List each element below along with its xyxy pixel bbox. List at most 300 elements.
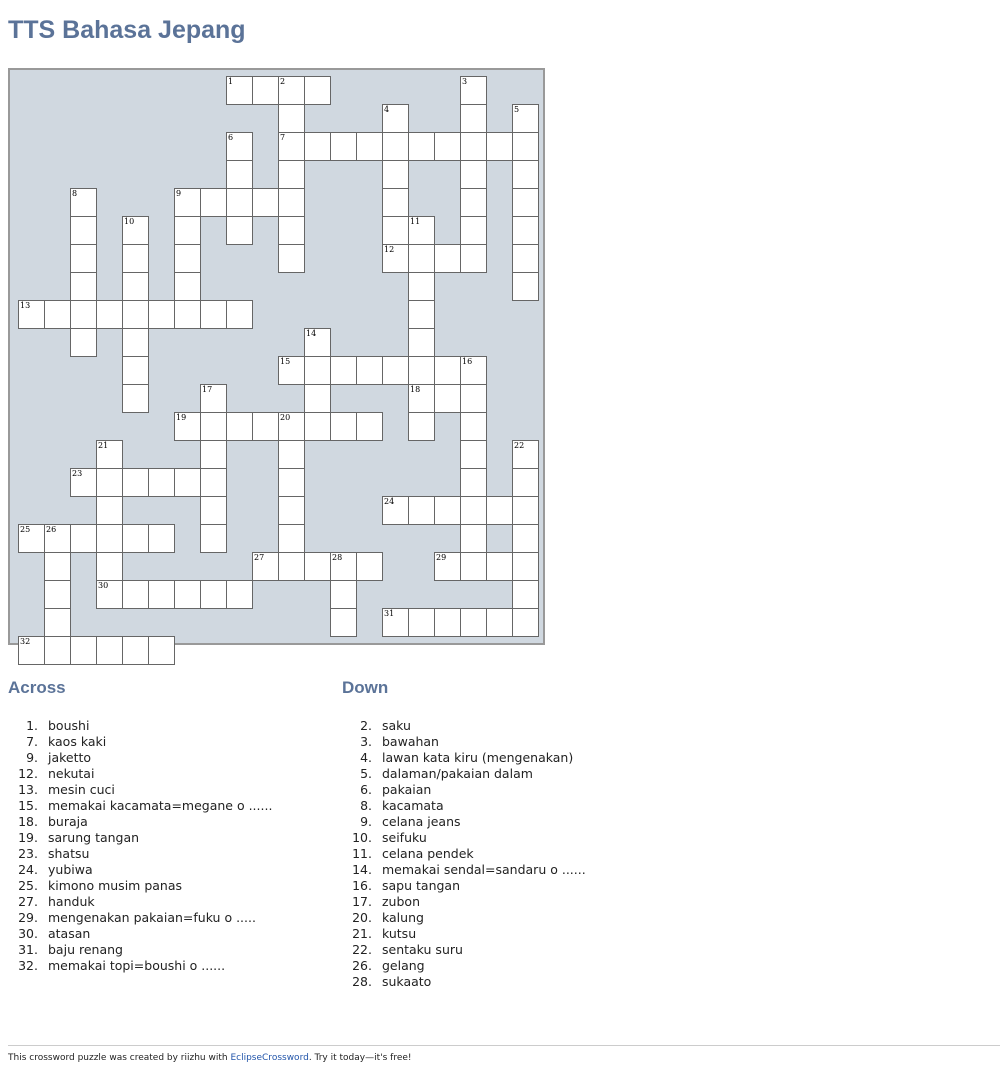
grid-cell[interactable]: [174, 216, 201, 245]
clue-item-text: kimono musim panas: [48, 878, 183, 893]
clue-number: 16: [462, 357, 473, 366]
clue-item-number: 10.: [352, 830, 372, 845]
grid-cell[interactable]: [278, 132, 305, 161]
clue-item-number: 4.: [360, 750, 372, 765]
grid-cell[interactable]: [408, 356, 435, 385]
grid-cell[interactable]: [96, 552, 123, 581]
grid-cell[interactable]: [460, 496, 487, 525]
grid-cell[interactable]: [408, 216, 435, 245]
clue-item-number: 26.: [352, 958, 372, 973]
clue-number: 21: [98, 441, 109, 450]
grid-cell[interactable]: [460, 216, 487, 245]
grid-cell[interactable]: [512, 244, 539, 273]
across-heading: Across: [8, 678, 66, 697]
grid-cell[interactable]: [356, 356, 383, 385]
clue-item-text: atasan: [48, 926, 91, 941]
grid-cell[interactable]: [486, 132, 513, 161]
clue-item-number: 21.: [352, 926, 372, 941]
clue-item: [8, 766, 272, 782]
grid-cell[interactable]: [278, 412, 305, 441]
grid-cell[interactable]: [200, 440, 227, 469]
clue-item-text: yubiwa: [48, 862, 93, 877]
clue-item-text: kacamata: [382, 798, 444, 813]
clue-number: 18: [410, 385, 421, 394]
grid-cell[interactable]: [226, 188, 253, 217]
grid-cell[interactable]: [278, 216, 305, 245]
grid-cell[interactable]: [460, 524, 487, 553]
grid-cell[interactable]: [460, 552, 487, 581]
clue-item: [8, 750, 272, 766]
grid-cell[interactable]: [486, 496, 513, 525]
clue-item-text: seifuku: [382, 830, 427, 845]
clue-item: [8, 894, 272, 910]
grid-cell[interactable]: [460, 356, 487, 385]
grid-cell[interactable]: [174, 244, 201, 273]
clue-number: 27: [254, 553, 265, 562]
clue-item: [342, 974, 586, 990]
grid-cell[interactable]: [174, 468, 201, 497]
clue-number: 15: [280, 357, 291, 366]
grid-cell[interactable]: [512, 552, 539, 581]
grid-cell[interactable]: [330, 356, 357, 385]
clue-item: [8, 958, 272, 974]
clue-item-number: 24.: [18, 862, 38, 877]
grid-cell[interactable]: [356, 412, 383, 441]
grid-cell[interactable]: [44, 580, 71, 609]
grid-cell[interactable]: [460, 76, 487, 105]
clue-item-text: zubon: [382, 894, 420, 909]
clue-number: 6: [228, 133, 234, 142]
grid-cell[interactable]: [356, 552, 383, 581]
grid-cell[interactable]: [70, 300, 97, 329]
grid-cell[interactable]: [330, 608, 357, 637]
grid-cell[interactable]: [226, 76, 253, 105]
clue-item-text: sapu tangan: [382, 878, 461, 893]
clue-item-number: 23.: [18, 846, 38, 861]
clue-number: 4: [384, 105, 390, 114]
grid-cell[interactable]: [278, 440, 305, 469]
grid-cell[interactable]: [460, 132, 487, 161]
grid-cell[interactable]: [174, 580, 201, 609]
clue-item: [342, 846, 586, 862]
footer-prefix: This crossword puzzle was created by riizhu with: [8, 1053, 231, 1063]
clue-number: 32: [20, 637, 31, 646]
grid-cell[interactable]: [512, 132, 539, 161]
grid-cell[interactable]: [122, 328, 149, 357]
grid-cell[interactable]: [408, 384, 435, 413]
clue-item-number: 27.: [18, 894, 38, 909]
grid-cell[interactable]: [70, 216, 97, 245]
clue-number: 26: [46, 525, 57, 534]
clue-item: [8, 942, 272, 958]
clue-item-number: 28.: [352, 974, 372, 989]
grid-cell[interactable]: [278, 524, 305, 553]
clue-number: 11: [410, 217, 421, 226]
clue-item-number: 9.: [26, 750, 38, 765]
grid-cell[interactable]: [148, 636, 175, 665]
grid-cell[interactable]: [70, 188, 97, 217]
grid-cell[interactable]: [174, 412, 201, 441]
clue-item: [342, 766, 586, 782]
clue-number: 14: [306, 329, 317, 338]
grid-cell[interactable]: [278, 468, 305, 497]
clue-item: [8, 926, 272, 942]
grid-cell[interactable]: [96, 496, 123, 525]
clue-item-number: 11.: [352, 846, 372, 861]
grid-cell[interactable]: [174, 300, 201, 329]
grid-cell[interactable]: [226, 132, 253, 161]
grid-cell[interactable]: [122, 244, 149, 273]
grid-cell[interactable]: [382, 216, 409, 245]
grid-cell[interactable]: [252, 76, 279, 105]
grid-cell[interactable]: [200, 188, 227, 217]
grid-cell[interactable]: [200, 524, 227, 553]
clue-item-text: shatsu: [48, 846, 90, 861]
clue-item-text: sentaku suru: [382, 942, 463, 957]
grid-cell[interactable]: [382, 496, 409, 525]
grid-cell[interactable]: [382, 188, 409, 217]
grid-cell[interactable]: [408, 132, 435, 161]
grid-cell[interactable]: [278, 244, 305, 273]
grid-cell[interactable]: [96, 300, 123, 329]
clue-number: 7: [280, 133, 286, 142]
clue-item: [342, 926, 586, 942]
clue-number: 24: [384, 497, 395, 506]
grid-cell[interactable]: [278, 160, 305, 189]
clue-item-text: kalung: [382, 910, 424, 925]
clue-item-number: 7.: [26, 734, 38, 749]
grid-cell[interactable]: [122, 636, 149, 665]
grid-cell[interactable]: [304, 76, 331, 105]
clue-item-text: bawahan: [382, 734, 439, 749]
clue-item-number: 12.: [18, 766, 38, 781]
grid-cell[interactable]: [122, 300, 149, 329]
grid-cell[interactable]: [434, 384, 461, 413]
clue-item-text: buraja: [48, 814, 88, 829]
grid-cell[interactable]: [44, 524, 71, 553]
clue-item-number: 5.: [360, 766, 372, 781]
grid-cell[interactable]: [122, 384, 149, 413]
grid-cell[interactable]: [512, 608, 539, 637]
grid-cell[interactable]: [96, 636, 123, 665]
grid-cell[interactable]: [382, 356, 409, 385]
clue-item-number: 9.: [360, 814, 372, 829]
grid-cell[interactable]: [408, 272, 435, 301]
grid-cell[interactable]: [122, 216, 149, 245]
crossword-grid: [8, 68, 545, 645]
clue-item: [342, 862, 586, 878]
clue-number: 19: [176, 413, 187, 422]
clue-item: [8, 862, 272, 878]
grid-cell[interactable]: [434, 244, 461, 273]
clue-number: 23: [72, 469, 83, 478]
clue-item-text: sarung tangan: [48, 830, 140, 845]
down-heading: Down: [342, 678, 389, 697]
grid-cell[interactable]: [512, 524, 539, 553]
clue-item: [8, 910, 272, 926]
grid-cell[interactable]: [460, 104, 487, 133]
grid-cell[interactable]: [460, 160, 487, 189]
grid-cell[interactable]: [408, 496, 435, 525]
grid-cell[interactable]: [434, 608, 461, 637]
grid-cell[interactable]: [18, 524, 45, 553]
clue-item: [342, 734, 586, 750]
grid-cell[interactable]: [148, 468, 175, 497]
clue-item-number: 15.: [18, 798, 38, 813]
clue-item: [8, 734, 272, 750]
clue-item-text: sukaato: [382, 974, 432, 989]
grid-cell[interactable]: [434, 496, 461, 525]
grid-cell[interactable]: [278, 188, 305, 217]
clue-item: [342, 894, 586, 910]
clue-item: [342, 718, 586, 734]
clue-number: 29: [436, 553, 447, 562]
clue-item-text: baju renang: [48, 942, 123, 957]
grid-cell[interactable]: [512, 580, 539, 609]
grid-cell[interactable]: [148, 580, 175, 609]
grid-cell[interactable]: [304, 412, 331, 441]
grid-cell[interactable]: [252, 552, 279, 581]
clue-item-number: 17.: [352, 894, 372, 909]
grid-cell[interactable]: [122, 272, 149, 301]
grid-cell[interactable]: [460, 384, 487, 413]
clue-item-number: 18.: [18, 814, 38, 829]
clue-item-text: handuk: [48, 894, 95, 909]
grid-cell[interactable]: [252, 188, 279, 217]
clue-item-number: 20.: [352, 910, 372, 925]
grid-cell[interactable]: [460, 440, 487, 469]
grid-cell[interactable]: [200, 384, 227, 413]
clue-item: [342, 830, 586, 846]
grid-cell[interactable]: [226, 300, 253, 329]
clue-item: [342, 910, 586, 926]
grid-cell[interactable]: [304, 384, 331, 413]
grid-cell[interactable]: [382, 160, 409, 189]
grid-cell[interactable]: [278, 496, 305, 525]
grid-cell[interactable]: [512, 216, 539, 245]
clue-item: [8, 878, 272, 894]
grid-cell[interactable]: [200, 468, 227, 497]
clue-item-text: kaos kaki: [48, 734, 107, 749]
grid-cell[interactable]: [278, 356, 305, 385]
eclipsecrossword-link[interactable]: EclipseCrossword: [230, 1053, 309, 1063]
clue-number: 17: [202, 385, 213, 394]
clue-number: 1: [228, 77, 234, 86]
grid-cell[interactable]: [382, 132, 409, 161]
grid-cell[interactable]: [174, 272, 201, 301]
grid-cell[interactable]: [44, 636, 71, 665]
grid-cell[interactable]: [304, 356, 331, 385]
down-clue-list: [342, 718, 586, 990]
clue-item-number: 1.: [26, 718, 38, 733]
grid-cell[interactable]: [434, 132, 461, 161]
grid-cell[interactable]: [70, 272, 97, 301]
clue-item-text: saku: [382, 718, 411, 733]
grid-cell[interactable]: [356, 132, 383, 161]
grid-cell[interactable]: [122, 356, 149, 385]
clue-number: 3: [462, 77, 468, 86]
grid-cell[interactable]: [304, 552, 331, 581]
grid-cell[interactable]: [44, 300, 71, 329]
clue-item-text: jaketto: [48, 750, 92, 765]
clue-item-number: 32.: [18, 958, 38, 973]
clue-number: 10: [124, 217, 135, 226]
grid-cell[interactable]: [330, 412, 357, 441]
clue-item-text: boushi: [48, 718, 90, 733]
grid-cell[interactable]: [174, 188, 201, 217]
clue-item-number: 19.: [18, 830, 38, 845]
clue-number: 30: [98, 581, 109, 590]
grid-cell[interactable]: [512, 188, 539, 217]
grid-cell[interactable]: [408, 244, 435, 273]
across-clue-list: [8, 718, 272, 974]
clue-item: [342, 878, 586, 894]
grid-cell[interactable]: [278, 104, 305, 133]
footer-credit: [8, 1053, 412, 1063]
grid-cell[interactable]: [460, 608, 487, 637]
grid-cell[interactable]: [122, 468, 149, 497]
grid-cell[interactable]: [408, 300, 435, 329]
clue-number: 20: [280, 413, 291, 422]
grid-cell[interactable]: [200, 412, 227, 441]
grid-cell[interactable]: [460, 468, 487, 497]
grid-cell[interactable]: [70, 244, 97, 273]
page-title: TTS Bahasa Jepang: [8, 16, 246, 44]
footer-suffix: . Try it today—it's free!: [308, 1053, 412, 1063]
grid-cell[interactable]: [330, 132, 357, 161]
clue-item: [8, 814, 272, 830]
clue-item-number: 3.: [360, 734, 372, 749]
grid-cell[interactable]: [330, 580, 357, 609]
grid-cell[interactable]: [382, 104, 409, 133]
clue-item-text: lawan kata kiru (mengenakan): [382, 750, 574, 765]
clue-item-number: 16.: [352, 878, 372, 893]
grid-cell[interactable]: [200, 580, 227, 609]
grid-cell[interactable]: [70, 328, 97, 357]
grid-cell[interactable]: [382, 244, 409, 273]
clue-number: 9: [176, 189, 182, 198]
grid-cell[interactable]: [512, 496, 539, 525]
grid-cell[interactable]: [512, 468, 539, 497]
clue-item: [342, 942, 586, 958]
grid-cell[interactable]: [96, 440, 123, 469]
clue-number: 31: [384, 609, 395, 618]
clue-item: [342, 782, 586, 798]
clue-item-text: mengenakan pakaian=fuku o .....: [48, 910, 256, 925]
clue-item: [342, 814, 586, 830]
grid-cell[interactable]: [278, 76, 305, 105]
grid-cell[interactable]: [18, 300, 45, 329]
grid-cell[interactable]: [226, 160, 253, 189]
clue-number: 25: [20, 525, 31, 534]
clue-item-number: 25.: [18, 878, 38, 893]
clue-number: 8: [72, 189, 78, 198]
clue-item-number: 31.: [18, 942, 38, 957]
grid-cell[interactable]: [460, 188, 487, 217]
grid-cell[interactable]: [486, 608, 513, 637]
clue-number: 13: [20, 301, 31, 310]
grid-cell[interactable]: [486, 552, 513, 581]
clue-item-text: memakai topi=boushi o ......: [48, 958, 226, 973]
clue-item-text: celana jeans: [382, 814, 461, 829]
clue-item-text: kutsu: [382, 926, 417, 941]
clue-number: 22: [514, 441, 525, 450]
grid-cell[interactable]: [18, 636, 45, 665]
footer-divider: [8, 1045, 1000, 1046]
grid-cell[interactable]: [278, 552, 305, 581]
grid-cell[interactable]: [512, 272, 539, 301]
clue-item-number: 13.: [18, 782, 38, 797]
grid-cell[interactable]: [226, 412, 253, 441]
clue-item-text: memakai sendal=sandaru o ......: [382, 862, 586, 877]
grid-cell[interactable]: [200, 496, 227, 525]
grid-cell[interactable]: [304, 132, 331, 161]
grid-cell[interactable]: [226, 216, 253, 245]
clue-item-number: 30.: [18, 926, 38, 941]
grid-cell[interactable]: [304, 328, 331, 357]
grid-cell[interactable]: [96, 524, 123, 553]
clue-number: 12: [384, 245, 395, 254]
grid-cell[interactable]: [122, 580, 149, 609]
grid-cell[interactable]: [70, 468, 97, 497]
grid-cell[interactable]: [252, 412, 279, 441]
clue-number: 28: [332, 553, 343, 562]
grid-cell[interactable]: [44, 552, 71, 581]
clue-item: [8, 718, 272, 734]
grid-cell[interactable]: [460, 412, 487, 441]
grid-cell[interactable]: [408, 328, 435, 357]
grid-cell[interactable]: [96, 580, 123, 609]
grid-cell[interactable]: [434, 356, 461, 385]
grid-cell[interactable]: [226, 580, 253, 609]
grid-cell[interactable]: [512, 104, 539, 133]
clue-item-number: 14.: [352, 862, 372, 877]
clue-item-text: dalaman/pakaian dalam: [382, 766, 533, 781]
clue-item-text: nekutai: [48, 766, 95, 781]
clue-item: [342, 750, 586, 766]
grid-cell[interactable]: [96, 468, 123, 497]
clue-item: [8, 846, 272, 862]
clue-item: [8, 830, 272, 846]
clue-item-text: memakai kacamata=megane o ......: [48, 798, 273, 813]
grid-cell[interactable]: [408, 608, 435, 637]
grid-cell[interactable]: [460, 244, 487, 273]
clue-item-text: pakaian: [382, 782, 432, 797]
clue-item-text: gelang: [382, 958, 425, 973]
grid-cell[interactable]: [70, 636, 97, 665]
grid-cell[interactable]: [382, 608, 409, 637]
clue-item-number: 29.: [18, 910, 38, 925]
grid-cell[interactable]: [148, 300, 175, 329]
clue-item: [342, 798, 586, 814]
grid-cell[interactable]: [330, 552, 357, 581]
grid-cell[interactable]: [512, 160, 539, 189]
grid-cell[interactable]: [200, 300, 227, 329]
grid-cell[interactable]: [434, 552, 461, 581]
grid-cell[interactable]: [148, 524, 175, 553]
clue-item: [8, 798, 272, 814]
grid-cell[interactable]: [44, 608, 71, 637]
clue-number: 2: [280, 77, 286, 86]
clue-item-number: 8.: [360, 798, 372, 813]
clue-item: [342, 958, 586, 974]
grid-cell[interactable]: [70, 524, 97, 553]
clue-item-number: 6.: [360, 782, 372, 797]
grid-cell[interactable]: [512, 440, 539, 469]
grid-cell[interactable]: [408, 412, 435, 441]
grid-cell[interactable]: [122, 524, 149, 553]
clue-item-text: mesin cuci: [48, 782, 115, 797]
